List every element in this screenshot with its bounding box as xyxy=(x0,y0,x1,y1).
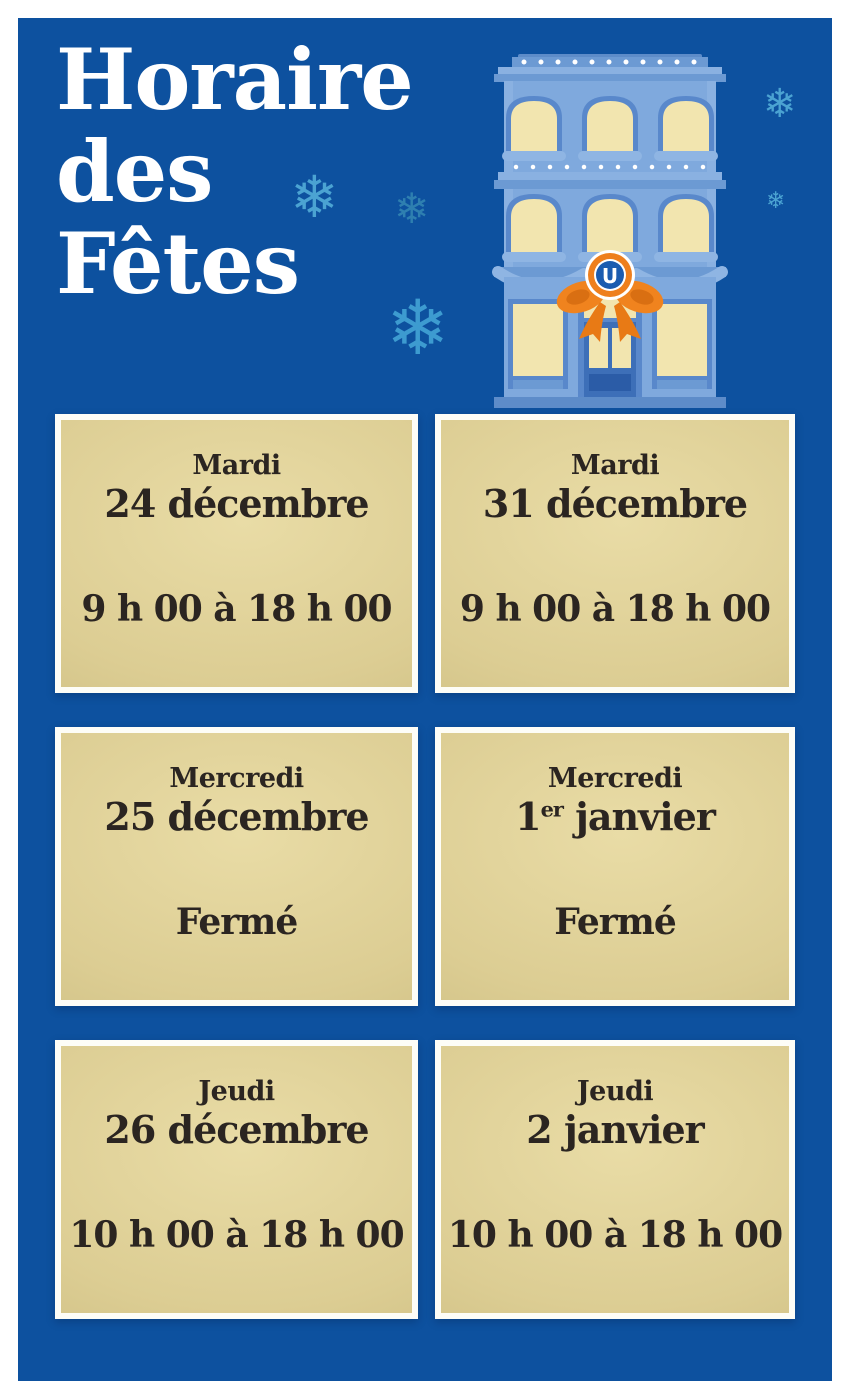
hours-grid xyxy=(55,414,795,1319)
hours-card-panel xyxy=(61,420,412,687)
card-hours-label: 9 h 00 à 18 h 00 xyxy=(81,588,392,630)
snowflake-icon: ❄ xyxy=(763,81,797,127)
upper-windows xyxy=(506,96,714,151)
card-hours-label: 10 h 00 à 18 h 00 xyxy=(69,1214,404,1256)
card-head xyxy=(441,450,789,526)
card-head xyxy=(61,763,412,839)
date-text: janvier xyxy=(562,793,715,839)
snowflake-icon: ❄ xyxy=(290,163,339,231)
card-day-label: Mercredi xyxy=(547,763,683,794)
card-head xyxy=(61,450,412,526)
poster-title xyxy=(56,30,413,313)
u-logo-letter: U xyxy=(601,264,619,288)
title-line: Horaire xyxy=(56,30,413,129)
snowflake-icon: ❄ xyxy=(394,184,430,233)
card-day-label: Jeudi xyxy=(576,1076,654,1107)
card-head xyxy=(61,1076,412,1152)
middle-windows xyxy=(506,194,714,252)
hours-card xyxy=(55,727,418,1006)
card-day-label: Jeudi xyxy=(198,1076,275,1107)
card-head xyxy=(441,763,789,839)
card-date-label xyxy=(61,795,412,839)
date-text: 31 décembre xyxy=(482,480,748,526)
hours-card xyxy=(435,1040,795,1319)
hours-card xyxy=(55,414,418,693)
storefront-illustration xyxy=(482,54,738,408)
hours-card-panel xyxy=(441,420,789,687)
card-head xyxy=(441,1076,789,1152)
date-text: 2 janvier xyxy=(526,1106,704,1152)
snowflake-icon: ❄ xyxy=(386,283,450,372)
card-day-label: Mercredi xyxy=(169,763,304,794)
hours-card-panel xyxy=(61,1046,412,1313)
date-text: 1 xyxy=(515,793,541,839)
snowflake-icon: ❄ xyxy=(766,188,786,214)
date-text: 26 décembre xyxy=(104,1106,369,1152)
title-line: des xyxy=(56,122,213,221)
hours-card xyxy=(55,1040,418,1319)
hours-card-panel xyxy=(441,1046,789,1313)
card-date-label xyxy=(441,795,789,839)
date-text: 24 décembre xyxy=(104,480,369,526)
hours-card xyxy=(435,727,795,1006)
card-hours-label: Fermé xyxy=(554,901,676,943)
hours-card-panel xyxy=(61,733,412,1000)
card-hours-label: 9 h 00 à 18 h 00 xyxy=(459,588,771,630)
date-superscript: er xyxy=(540,796,563,822)
u-logo-badge xyxy=(585,250,635,300)
card-hours-label: 10 h 00 à 18 h 00 xyxy=(447,1214,783,1256)
card-date-label xyxy=(441,1108,789,1152)
holiday-hours-poster xyxy=(18,18,832,1381)
hours-card xyxy=(435,414,795,693)
date-text: 25 décembre xyxy=(104,793,369,839)
card-date-label xyxy=(441,482,789,526)
hours-card-panel xyxy=(441,733,789,1000)
card-date-label xyxy=(61,1108,412,1152)
title-line: Fêtes xyxy=(56,214,300,313)
card-day-label: Mardi xyxy=(570,450,660,481)
card-day-label: Mardi xyxy=(192,450,281,481)
card-hours-label: Fermé xyxy=(175,901,298,943)
card-date-label xyxy=(61,482,412,526)
